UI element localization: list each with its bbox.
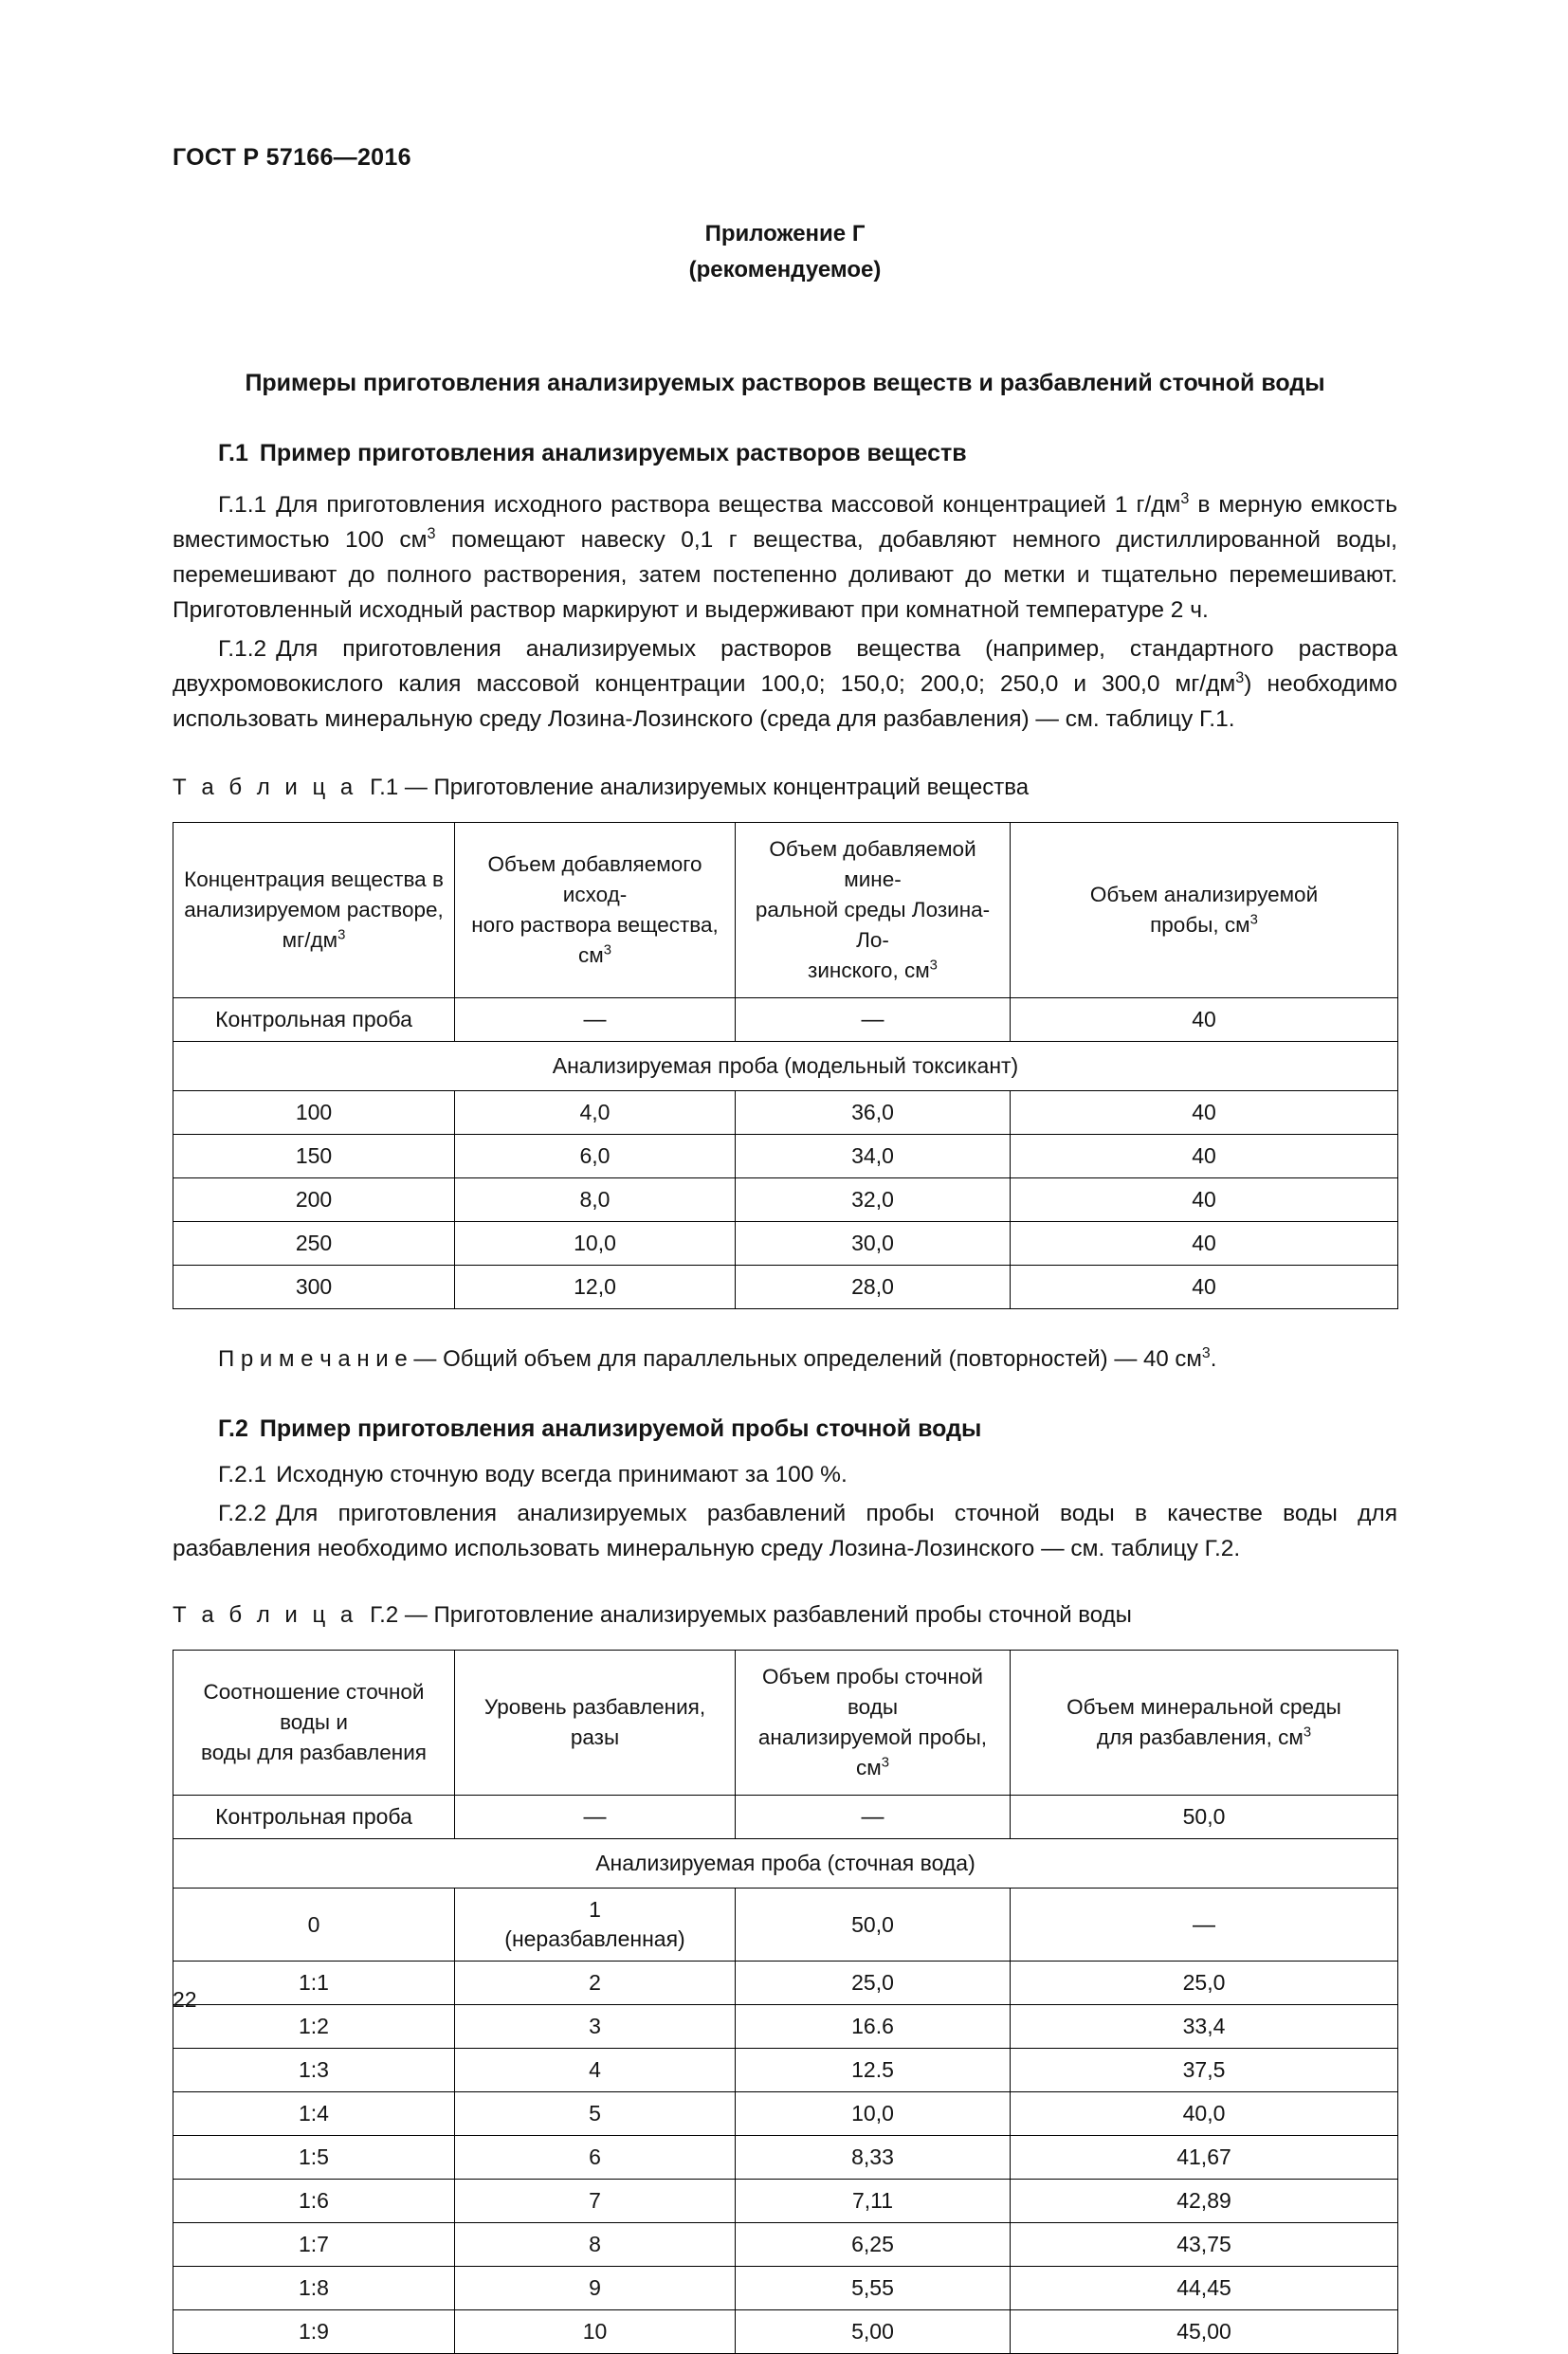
note-text-b: . [1210,1346,1217,1372]
header-line: ральной среды Лозина-Ло- [755,898,991,952]
paragraph-text-g1-1-a: Для приготовления исходного раствора вещества массовой концентрацией 1 г/дм [276,492,1181,518]
table-cell: 12.5 [736,2049,1011,2092]
table-cell: 16.6 [736,2005,1011,2049]
superscript-cubic: 3 [337,927,346,943]
table-cell: — [736,998,1011,1042]
section-number-g1: Г.1 [218,440,248,466]
table-row [173,1222,1398,1266]
table-cell: 43,75 [1011,2223,1398,2267]
paragraph-text-g1-1-c: помещают навеску 0,1 г вещества, добавляют немного дистиллированной воды, перемешивают до полного растворения, затем постепенно доливают до метки и тщательно перемешивают. Приготовленный исходный раствор маркируют и выдерживают при комнатной температуре 2 ч. [173,527,1397,623]
table-cell: 10 [455,2310,736,2354]
table-g1-body [173,998,1398,1309]
table-cell: 1:9 [173,2310,455,2354]
table-cell: 250 [173,1222,455,1266]
paragraph-g1-2 [173,631,1397,737]
superscript-cubic-a: 3 [1180,489,1190,507]
paragraph-g2-2 [173,1496,1397,1566]
table-g1-header-sample-volume [1011,823,1398,998]
table-cell: — [455,1796,736,1839]
section-heading-g1 [173,438,1397,468]
paragraph-text-g2-1: Исходную сточную воду всегда принимают за 100 %. [276,1462,848,1487]
table-cell: 6,25 [736,2223,1011,2267]
table-cell: — [1011,1889,1398,1962]
table-g2-header-dilution-level [455,1651,736,1796]
table-caption-label-g1: Т а б л и ц а [173,775,357,800]
table-cell: 1:1 [173,1962,455,2005]
table-cell: 25,0 [1011,1962,1398,2005]
table-cell: 1:2 [173,2005,455,2049]
paragraph-text-g2-2: Для приготовления анализируемых разбавлений пробы сточной воды в качестве воды для разбавления необходимо использовать минеральную среду Лозина-Лозинского — см. таблицу Г.2. [173,1501,1397,1561]
table-cell: 34,0 [736,1135,1011,1178]
header-line: Объем минеральной среды [1067,1695,1341,1719]
table-cell: 5,55 [736,2267,1011,2310]
table-cell: Контрольная проба [173,998,455,1042]
header-line: анализируемом растворе, [184,898,444,922]
header-line: Объем анализируемой [1089,883,1319,906]
table-cell: 41,67 [1011,2136,1398,2180]
superscript-cubic: 3 [881,1755,889,1771]
superscript-cubic-b: 3 [427,524,436,542]
table-g1-header-stock-volume [455,823,736,998]
table-cell: 42,89 [1011,2180,1398,2223]
annex-title-block [173,216,1397,288]
table-cell: 6 [455,2136,736,2180]
header-line: воды для разбавления [201,1741,427,1764]
table-g2-header-medium-volume [1011,1651,1398,1796]
table-cell: 50,0 [736,1889,1011,1962]
table-cell: 5 [455,2092,736,2136]
annex-main-heading: Примеры приготовления анализируемых растворов веществ и разбавлений сточной воды [245,370,1325,396]
table-subheader-row [173,1839,1398,1889]
table-cell: 8,0 [455,1178,736,1222]
paragraph-g2-1 [173,1457,1397,1492]
header-line: Объем добавляемой мине- [769,837,976,891]
table-cell: 300 [173,1266,455,1309]
header-line: Концентрация вещества в [184,867,444,891]
table-cell: 8,33 [736,2136,1011,2180]
table-cell [455,1889,736,1962]
header-line: Уровень разбавления, разы [483,1695,706,1749]
document-header: ГОСТ Р 57166—2016 [173,144,411,171]
header-line: ного раствора вещества, см [471,913,719,967]
header-line: Объем добавляемого исход- [487,852,702,906]
table-row [173,2223,1398,2267]
table-g1 [173,822,1398,1309]
table-g2-body [173,1796,1398,2354]
table-caption-text-g1: — Приготовление анализируемых концентраций вещества [404,775,1030,800]
table-cell: — [736,1796,1011,1839]
table-g2-head [173,1651,1398,1796]
table-cell: 1:3 [173,2049,455,2092]
table-cell: 100 [173,1091,455,1135]
superscript-cubic: 3 [929,958,938,974]
header-line: пробы, см [1150,913,1250,937]
table-caption-number-g1: Г.1 [370,775,399,800]
header-line: Соотношение сточной воды и [203,1680,425,1734]
table-row [173,2267,1398,2310]
table-cell: 1:7 [173,2223,455,2267]
table-cell: 1:8 [173,2267,455,2310]
table-cell: 30,0 [736,1222,1011,1266]
table-caption-label-g2: Т а б л и ц а [173,1602,357,1628]
header-line: Объем пробы сточной воды [761,1665,983,1719]
table-g1-header-medium-volume [736,823,1011,998]
annex-subtitle: (рекомендуемое) [688,257,882,283]
table-row [173,1266,1398,1309]
table-cell: 40,0 [1011,2092,1398,2136]
table-cell: 40 [1011,1266,1398,1309]
header-line: зинского, см [808,958,930,982]
table-subheader-cell: Анализируемая проба (сточная вода) [173,1839,1398,1889]
table-cell: 8 [455,2223,736,2267]
table-cell: 5,00 [736,2310,1011,2354]
section-title-g1: Пример приготовления анализируемых растворов веществ [259,440,967,466]
header-line: анализируемой пробы, см [757,1725,988,1779]
table-row [173,1178,1398,1222]
superscript-cubic: 3 [1303,1724,1312,1741]
table-g2-header-ratio [173,1651,455,1796]
table-cell: 40 [1011,1178,1398,1222]
superscript-cubic: 3 [1201,1345,1211,1361]
table-cell: 0 [173,1889,455,1962]
table-cell: 1:6 [173,2180,455,2223]
table-cell: 2 [455,1962,736,2005]
table-caption-g2 [173,1600,1397,1631]
table-cell: 10,0 [455,1222,736,1266]
table-g2-header-row [173,1651,1398,1796]
table-g2 [173,1650,1398,2354]
table-row [173,1889,1398,1962]
superscript-cubic: 3 [603,942,611,958]
table-cell: 45,00 [1011,2310,1398,2354]
table-cell: 32,0 [736,1178,1011,1222]
table-cell: 40 [1011,998,1398,1042]
table-g1-header-concentration [173,823,455,998]
section-heading-g2 [173,1414,1397,1444]
table-caption-number-g2: Г.2 [370,1602,399,1628]
table-cell: 50,0 [1011,1796,1398,1839]
table-row [173,2049,1398,2092]
note-text-a: — Общий объем для параллельных определений (повторностей) — 40 см [407,1346,1202,1372]
paragraph-number-g2-2: Г.2.2 [218,1501,267,1526]
table-row [173,2005,1398,2049]
table-cell: 40 [1011,1222,1398,1266]
table-cell: 36,0 [736,1091,1011,1135]
superscript-cubic: 3 [1249,912,1258,928]
table-g1-head [173,823,1398,998]
table-cell: 9 [455,2267,736,2310]
table-cell: 10,0 [736,2092,1011,2136]
superscript-cubic-c: 3 [1235,668,1245,686]
table-row [173,998,1398,1042]
table-row [173,1962,1398,2005]
table-cell: 4,0 [455,1091,736,1135]
table-cell: 6,0 [455,1135,736,1178]
table-cell: 200 [173,1178,455,1222]
table-row [173,1135,1398,1178]
table-cell: 7,11 [736,2180,1011,2223]
table-cell: — [455,998,736,1042]
table-cell: 44,45 [1011,2267,1398,2310]
table-cell: 150 [173,1135,455,1178]
table-row [173,2180,1398,2223]
table-cell: 40 [1011,1135,1398,1178]
paragraph-text-g1-2-a: Для приготовления анализируемых растворов вещества (например, стандартного раствора двухромовокислого калия массовой концентрации 100,0; 150,0; 200,0; 250,0 и 300,0 мг/дм [173,636,1397,697]
table-cell: 37,5 [1011,2049,1398,2092]
table-row [173,1091,1398,1135]
annex-title: Приложение Г [704,221,866,246]
table-subheader-cell: Анализируемая проба (модельный токсикант) [173,1042,1398,1091]
header-line: для разбавления, см [1096,1725,1304,1749]
table-cell: 1:4 [173,2092,455,2136]
table-cell: 33,4 [1011,2005,1398,2049]
table-caption-g1 [173,773,1397,803]
table-note-g1 [173,1343,1397,1376]
table-cell: 1:5 [173,2136,455,2180]
table-cell: 25,0 [736,1962,1011,2005]
paragraph-number-g1-2: Г.1.2 [218,636,267,662]
table-caption-text-g2: — Приготовление анализируемых разбавлений пробы сточной воды [404,1602,1132,1628]
table-row [173,1796,1398,1839]
paragraph-number-g1-1: Г.1.1 [218,492,267,518]
note-label: П р и м е ч а н и е [218,1346,408,1372]
table-cell: Контрольная проба [173,1796,455,1839]
table-cell: 7 [455,2180,736,2223]
table-row [173,2136,1398,2180]
body-content [173,438,1397,2354]
table-cell: 12,0 [455,1266,736,1309]
table-cell: 40 [1011,1091,1398,1135]
cell-line: 1 [589,1897,601,1922]
paragraph-text-g1-1-b: в мерную емкость вместимостью 100 см [173,492,1398,553]
section-title-g2: Пример приготовления анализируемой пробы сточной воды [259,1415,982,1442]
table-cell: 3 [455,2005,736,2049]
header-line: мг/дм [282,928,338,952]
cell-line: (неразбавленная) [504,1926,685,1951]
table-g1-header-row [173,823,1398,998]
paragraph-text-g1-2-b: ) необходимо использовать минеральную среду Лозина-Лозинского (среда для разбавления) — см. таблицу Г.1. [173,671,1397,732]
table-row [173,2092,1398,2136]
page-number: 22 [173,1987,197,2012]
section-number-g2: Г.2 [218,1415,248,1442]
table-cell: 28,0 [736,1266,1011,1309]
paragraph-g1-1 [173,487,1397,628]
table-g2-header-wastewater-volume [736,1651,1011,1796]
table-row [173,2310,1398,2354]
table-subheader-row [173,1042,1398,1091]
table-cell: 4 [455,2049,736,2092]
paragraph-number-g2-1: Г.2.1 [218,1462,267,1487]
